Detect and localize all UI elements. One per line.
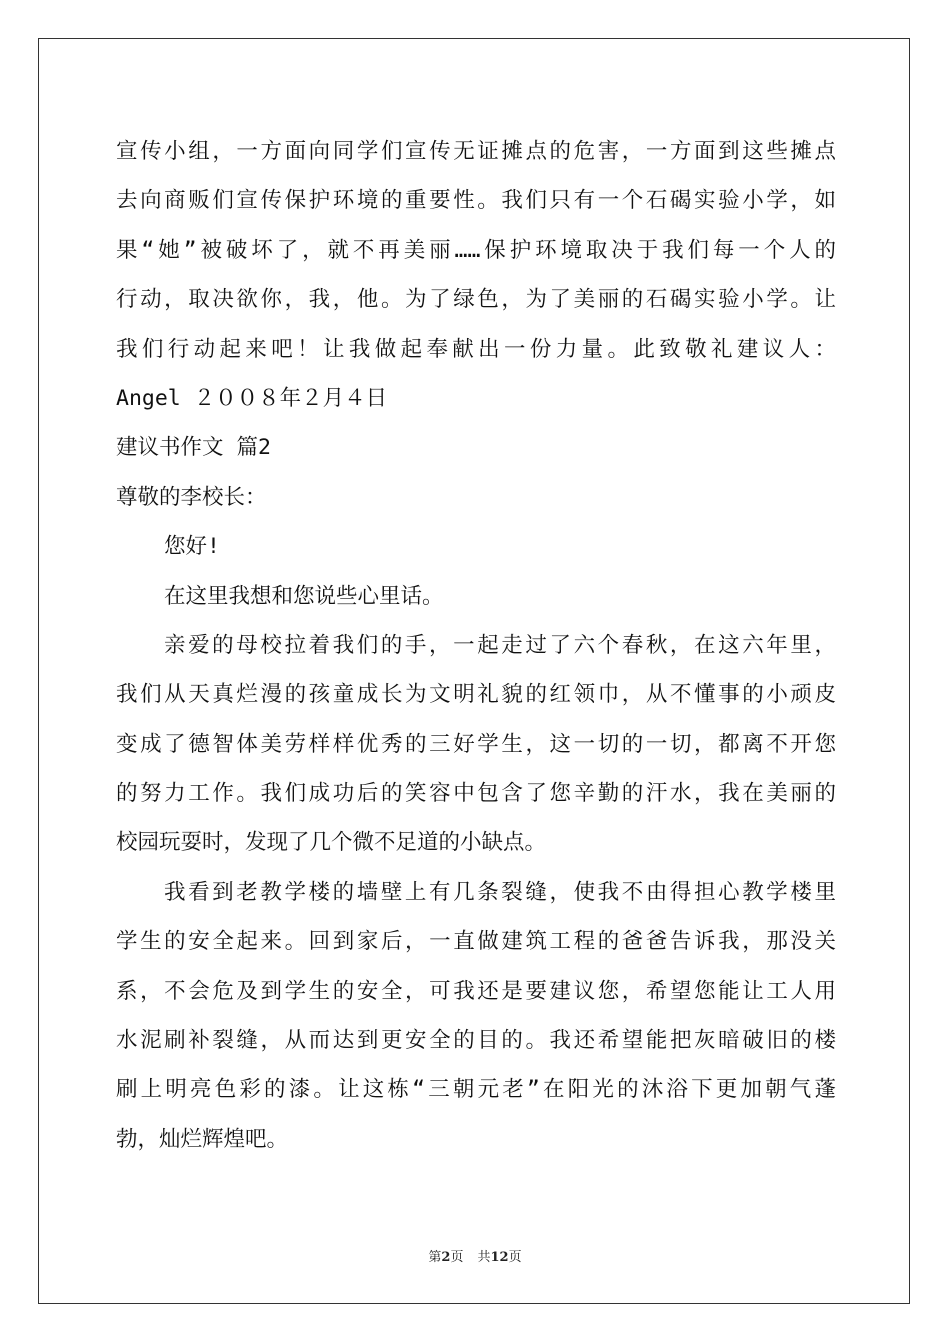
body-line: 我们行动起来吧！让我做起奉献出一份力量。此致敬礼建议人： — [116, 336, 836, 362]
signature-date-line: Angel ２００８年２月４日 — [116, 385, 388, 411]
body-line: 勃，灿烂辉煌吧。 — [116, 1126, 289, 1152]
body-line: 水泥刷补裂缝，从而达到更安全的目的。我还希望能把灰暗破旧的楼 — [116, 1028, 836, 1054]
salutation: 尊敬的李校长： — [116, 484, 267, 510]
body-line: 刷上明亮色彩的漆。让这栋“三朝元老”在阳光的沐浴下更加朝气蓬 — [116, 1077, 836, 1103]
body-line: 变成了德智体美劳样样优秀的三好学生，这一切的一切，都离不开您 — [116, 731, 836, 757]
page-prefix: 第 — [428, 1250, 442, 1265]
body-line: 宣传小组，一方面向同学们宣传无证摊点的危害，一方面到这些摊点 — [116, 139, 836, 164]
page-suffix: 页 — [450, 1250, 464, 1265]
body-line: 去向商贩们宣传保护环境的重要性。我们只有一个石碣实验小学，如 — [116, 188, 836, 214]
total-page-number: 12 — [490, 1250, 509, 1265]
body-line: 系，不会危及到学生的安全，可我还是要建议您，希望您能让工人用 — [116, 978, 836, 1004]
total-suffix: 页 — [508, 1250, 522, 1265]
body-line: 学生的安全起来。回到家后，一直做建筑工程的爸爸告诉我，那没关 — [116, 929, 836, 955]
total-prefix: 共 — [477, 1250, 491, 1265]
page-footer — [0, 1246, 950, 1265]
section-heading: 建议书作文 篇2 — [116, 435, 271, 461]
body-line: 我们从天真烂漫的孩童成长为文明礼貌的红领巾，从不懂事的小顽皮 — [116, 682, 836, 708]
paragraph-start: 我看到老教学楼的墙壁上有几条裂缝，使我不由得担心教学楼里 — [164, 879, 836, 905]
document-body — [116, 127, 836, 1164]
body-line: 果“她”被破坏了，就不再美丽……保护环境取决于我们每一个人的 — [116, 237, 836, 263]
body-line: 校园玩耍时，发现了几个微不足道的小缺点。 — [116, 830, 547, 856]
greeting: 您好! — [164, 534, 220, 560]
body-line: 的努力工作。我们成功后的笑容中包含了您辛勤的汗水，我在美丽的 — [116, 781, 836, 807]
current-page-number: 2 — [441, 1250, 451, 1265]
body-line: 行动，取决欲你，我，他。为了绿色，为了美丽的石碣实验小学。让 — [116, 287, 836, 313]
paragraph-start: 亲爱的母校拉着我们的手，一起走过了六个春秋，在这六年里， — [164, 632, 836, 658]
body-line: 在这里我想和您说些心里话。 — [164, 583, 444, 609]
